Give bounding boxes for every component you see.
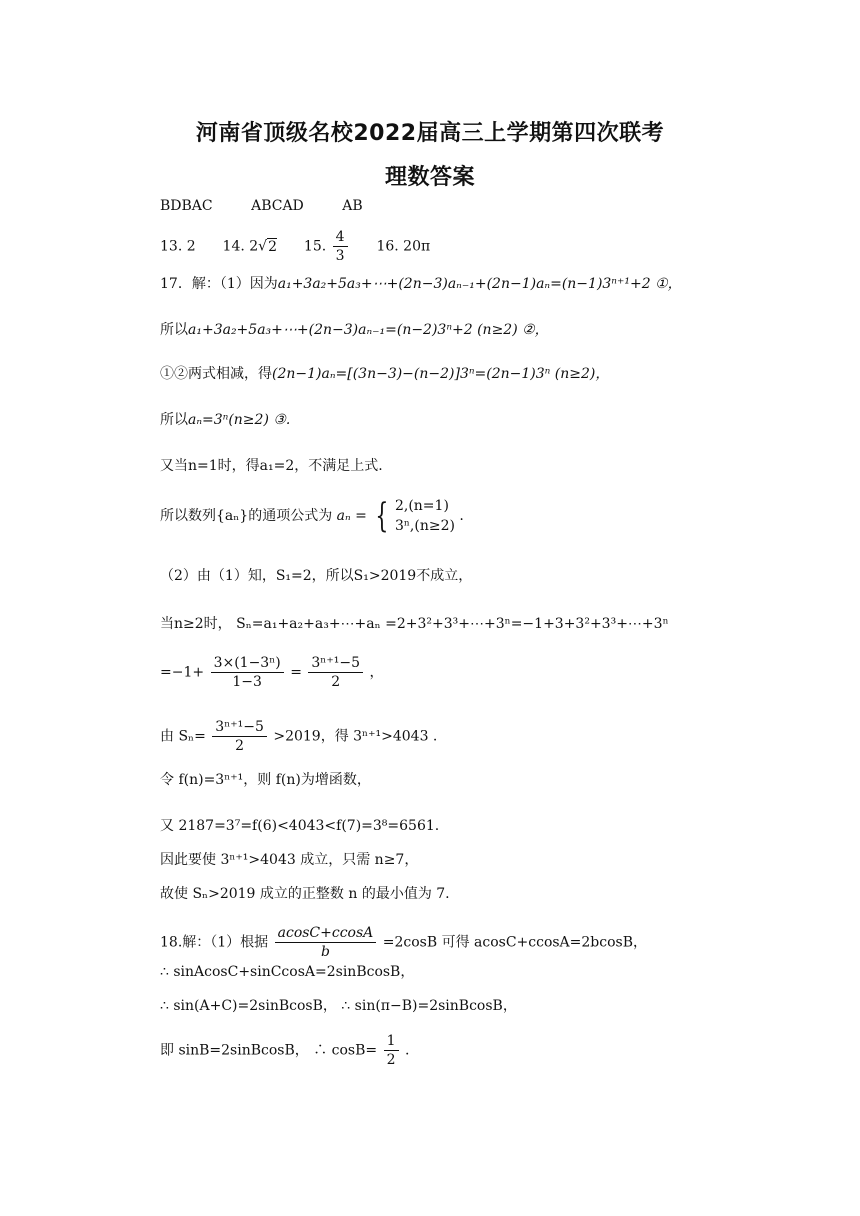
q17-fraction-1 bbox=[211, 654, 284, 691]
q17-line-11: 令 f(n)=3ⁿ⁺¹，则 f(n)为增函数， bbox=[160, 772, 371, 788]
answer-14-root: 2 bbox=[268, 238, 278, 255]
q17-line-14: 故使 Sₙ>2019 成立的正整数 n 的最小值为 7. bbox=[160, 886, 450, 902]
q17-line9-mid: = bbox=[290, 664, 302, 681]
q17-line-5: 又当n=1时，得a₁=2，不满足上式. bbox=[160, 458, 383, 474]
answer-row-choice bbox=[160, 196, 397, 216]
q17-line4-prefix: 所以 bbox=[160, 412, 188, 428]
q17-fraction-3 bbox=[212, 718, 267, 755]
q18-line-2: ∴ sinAcosC+sinCcosA=2sinBcosB， bbox=[160, 964, 415, 980]
q18-fraction-2 bbox=[384, 1032, 399, 1069]
q17-eq2: a₁+3a₂+5a₃+⋯+(2n−3)aₙ₋₁=(n−2)3ⁿ+2 (n≥2) ②， bbox=[188, 322, 549, 338]
answer-15-fraction bbox=[333, 228, 348, 265]
document-subtitle: 理数答案 bbox=[384, 165, 475, 190]
answer-group-1: BDBAC bbox=[160, 198, 213, 214]
piecewise-case-2: 3ⁿ,(n≥2) bbox=[394, 518, 455, 534]
answer-row-fill: 13. 2 14. 2√2 15. $\frac{4}{3}$ 16. 20π bbox=[160, 229, 431, 264]
answer-13: 13. 2 bbox=[160, 238, 196, 255]
q17-line-10 bbox=[160, 718, 437, 755]
q18-line-4 bbox=[160, 1032, 409, 1069]
q17-line-6 bbox=[160, 496, 464, 536]
q17-eq1: a₁+3a₂+5a₃+⋯+(2n−3)aₙ₋₁+(2n−1)aₙ=(n−1)3ⁿ⁺¹+2 ①， bbox=[277, 276, 682, 292]
fraction-denominator: 1−3 bbox=[232, 674, 262, 690]
piecewise-case-1: 2,(n=1) bbox=[394, 498, 449, 514]
fraction-numerator: 3ⁿ⁺¹−5 bbox=[308, 654, 363, 673]
fraction-denominator: 3 bbox=[335, 248, 345, 264]
q17-part-2: （2）由（1）知，S₁=2，所以S₁>2019不成立， bbox=[160, 568, 473, 584]
q17-line10-end: >2019，得 3ⁿ⁺¹>4043 . bbox=[273, 728, 438, 745]
answer-15-label: 15. bbox=[303, 238, 327, 255]
fraction-denominator: 2 bbox=[235, 738, 245, 754]
q17-line3-prefix: ①②两式相减，得 bbox=[160, 366, 272, 382]
q17-eq4: aₙ=3ⁿ(n≥2) ③. bbox=[188, 412, 291, 428]
q18-line4-prefix: 即 sinB=2sinBcosB， ∴ cosB= bbox=[160, 1042, 378, 1059]
q18-line-3: ∴ sin(A+C)=2sinBcosB， ∴ sin(π−B)=2sinBcosB， bbox=[160, 998, 517, 1014]
q17-line-9 bbox=[160, 654, 383, 691]
q17-line-13: 因此要使 3ⁿ⁺¹>4043 成立，只需 n≥7， bbox=[160, 852, 419, 868]
q17-fraction-2 bbox=[308, 654, 363, 691]
q17-line9-end: ， bbox=[369, 664, 384, 681]
answer-14-label: 14. bbox=[222, 238, 245, 255]
q18-rest: =2cosB 可得 acosC+ccosA=2bcosB， bbox=[382, 934, 648, 951]
q17-line2-prefix: 所以 bbox=[160, 322, 188, 338]
q17-eq3: (2n−1)aₙ=[(3n−3)−(n−2)]3ⁿ=(2n−1)3ⁿ (n≥2)， bbox=[272, 366, 610, 382]
q17-an-lhs: aₙ = bbox=[336, 508, 367, 524]
fraction-numerator: 1 bbox=[384, 1032, 399, 1051]
q18-fraction bbox=[275, 924, 377, 961]
q17-line-4 bbox=[160, 410, 290, 430]
answer-group-2: ABCAD bbox=[251, 198, 304, 214]
q17-line-3 bbox=[160, 364, 609, 384]
q17-line6-end: . bbox=[459, 508, 464, 524]
answer-14-coef: 2 bbox=[249, 238, 259, 255]
answer-group-3: AB bbox=[342, 198, 363, 214]
fraction-numerator: 3ⁿ⁺¹−5 bbox=[212, 718, 267, 737]
fraction-denominator: b bbox=[320, 944, 330, 960]
q17-line-8: 当n≥2时， Sₙ=a₁+a₂+a₃+⋯+aₙ =2+3²+3³+⋯+3ⁿ=−1+3+3²+3³+⋯+3ⁿ bbox=[160, 616, 669, 632]
q17-line10-prefix: 由 Sₙ= bbox=[160, 728, 206, 745]
q17-line9-prefix: =−1+ bbox=[160, 664, 205, 681]
q17-line-1 bbox=[160, 274, 682, 294]
fraction-numerator: 4 bbox=[333, 228, 348, 247]
q17-intro: 17．解：（1）因为 bbox=[160, 276, 278, 292]
q17-line-12: 又 2187=3⁷=f(6)<4043<f(7)=3⁸=6561. bbox=[160, 818, 440, 834]
fraction-numerator: acosC+ccosA bbox=[275, 924, 377, 943]
document-title: 河南省顶级名校2022届高三上学期第四次联考 bbox=[195, 121, 665, 146]
piecewise-brace: { 2,(n=1) 3ⁿ,(n≥2) bbox=[375, 496, 455, 536]
fraction-denominator: 2 bbox=[331, 674, 341, 690]
fraction-denominator: 2 bbox=[386, 1052, 396, 1068]
answer-16: 16. 20π bbox=[376, 238, 431, 255]
q18-line4-end: . bbox=[404, 1042, 410, 1059]
q18-line-1 bbox=[160, 924, 647, 961]
q18-intro: 18.解：（1）根据 bbox=[160, 934, 269, 951]
q17-line6-prefix: 所以数列{aₙ}的通项公式为 bbox=[160, 508, 333, 524]
q17-line-2 bbox=[160, 320, 549, 340]
fraction-numerator: 3×(1−3ⁿ) bbox=[211, 654, 284, 673]
